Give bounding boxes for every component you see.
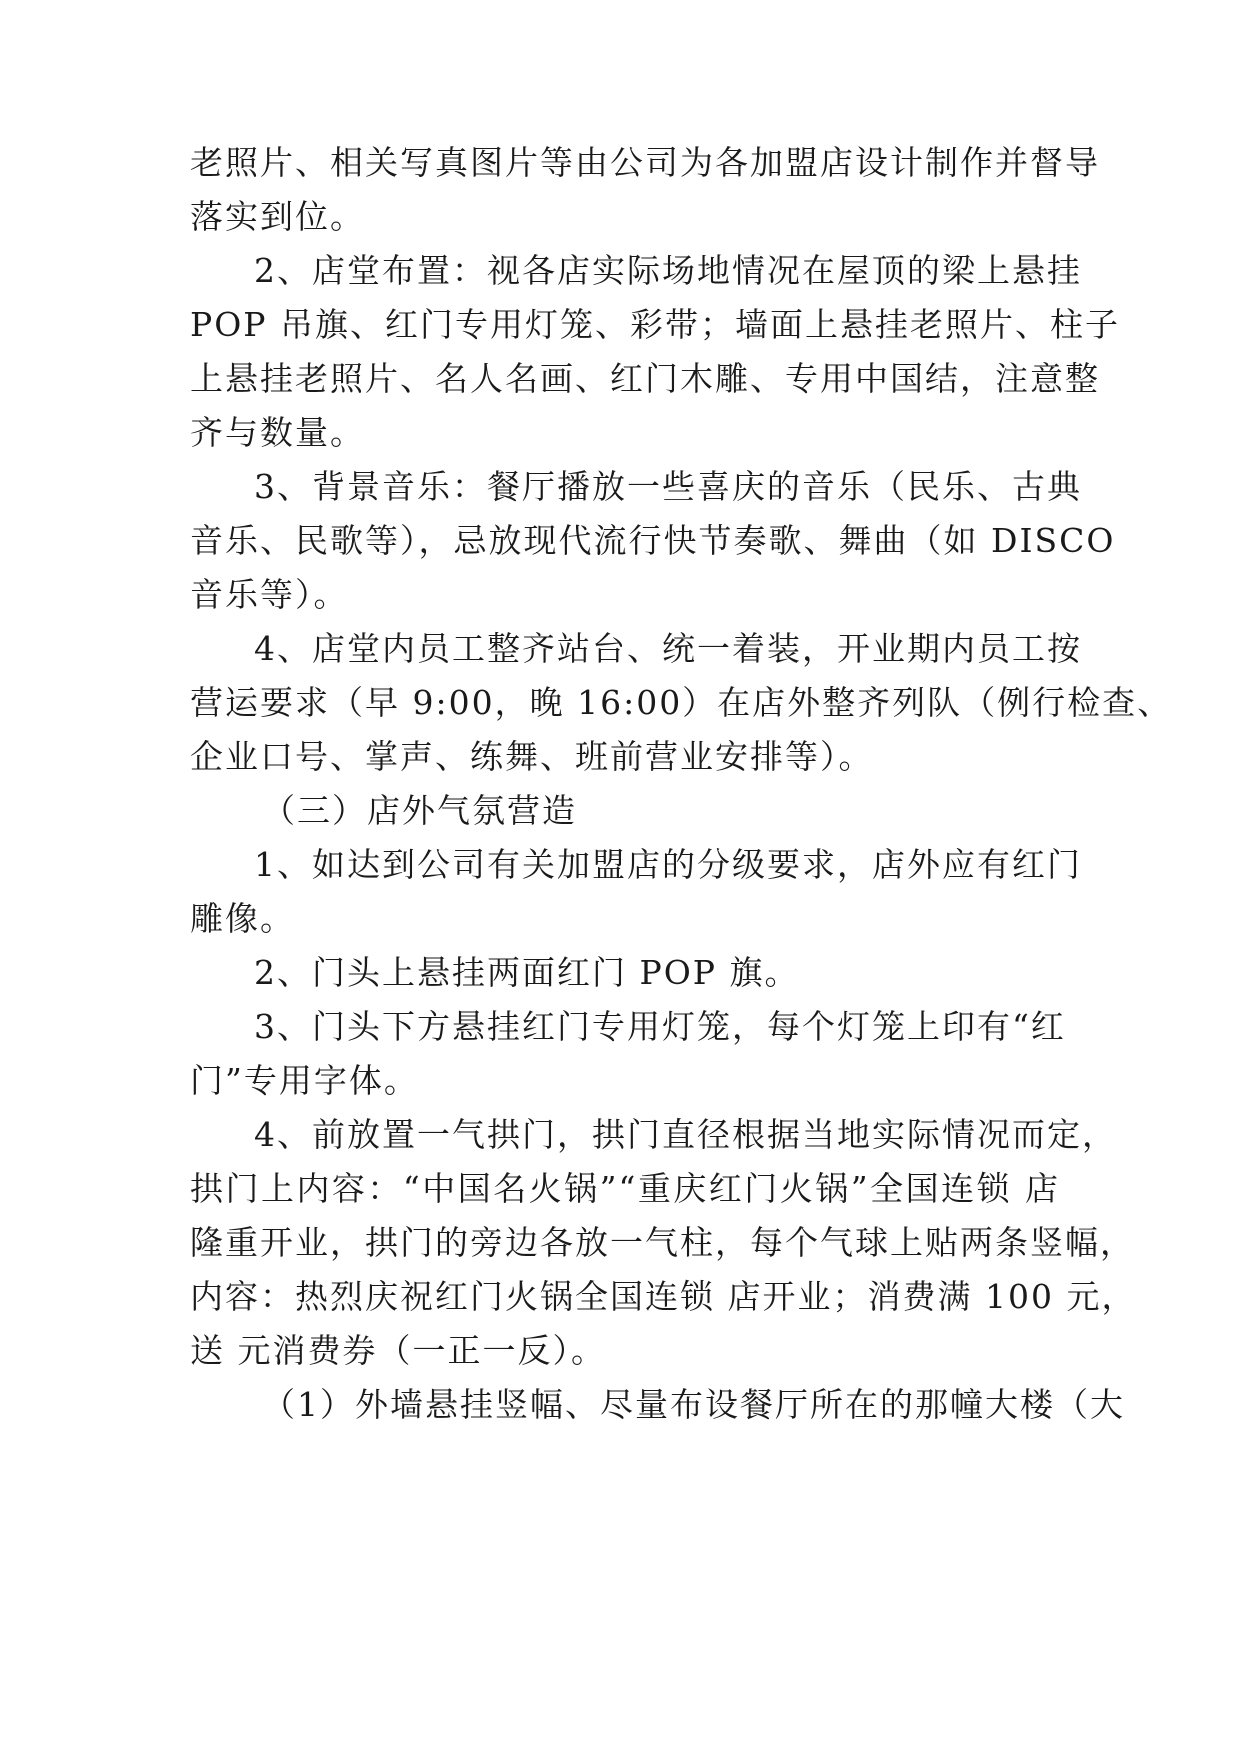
paragraph-line: 4、前放置一气拱门，拱门直径根据当地实际情况而定， (254, 1115, 1117, 1154)
paragraph-line: 隆重开业，拱门的旁边各放一气柱，每个气球上贴两条竖幅， (190, 1223, 1135, 1262)
paragraph-line: 齐与数量。 (190, 413, 365, 452)
paragraph-line: POP 吊旗、红门专用灯笼、彩带；墙面上悬挂老照片、柱子 (190, 305, 1120, 344)
paragraph-line: 音乐等）。 (190, 575, 349, 614)
paragraph-line: 拱门上内容：“中国名火锅”“重庆红门火锅”全国连锁 店 (190, 1169, 1060, 1208)
paragraph-line: 3、门头下方悬挂红门专用灯笼，每个灯笼上印有“红 (254, 1007, 1066, 1046)
paragraph-line: 送 元消费券（一正一反）。 (190, 1331, 606, 1370)
paragraph-line: 1、如达到公司有关加盟店的分级要求，店外应有红门 (254, 845, 1082, 884)
paragraph-line: 4、店堂内员工整齐站台、统一着装，开业期内员工按 (254, 629, 1082, 668)
paragraph-line: 雕像。 (190, 899, 295, 938)
paragraph-line: 企业口号、掌声、练舞、班前营业安排等）。 (190, 737, 874, 776)
section-heading: （三）店外气氛营造 (262, 791, 577, 830)
paragraph-line: 2、门头上悬挂两面红门 POP 旗。 (254, 953, 800, 992)
paragraph-line: （1）外墙悬挂竖幅、尽量布设餐厅所在的那幢大楼（大 (262, 1385, 1125, 1424)
paragraph-line: 3、背景音乐：餐厅播放一些喜庆的音乐（民乐、古典 (254, 467, 1082, 506)
paragraph-line: 老照片、相关写真图片等由公司为各加盟店设计制作并督导 (190, 143, 1100, 182)
paragraph-line: 2、店堂布置：视各店实际场地情况在屋顶的梁上悬挂 (254, 251, 1082, 290)
paragraph-line: 营运要求（早 9:00，晚 16:00）在店外整齐列队（例行检查、 (190, 683, 1173, 722)
paragraph-line: 落实到位。 (190, 197, 365, 236)
paragraph-line: 门”专用字体。 (190, 1061, 419, 1100)
paragraph-line: 内容：热烈庆祝红门火锅全国连锁 店开业；消费满 100 元， (190, 1277, 1137, 1316)
paragraph-line: 音乐、民歌等），忌放现代流行快节奏歌、舞曲（如 DISCO (190, 521, 1116, 560)
paragraph-line: 上悬挂老照片、名人名画、红门木雕、专用中国结，注意整 (190, 359, 1100, 398)
